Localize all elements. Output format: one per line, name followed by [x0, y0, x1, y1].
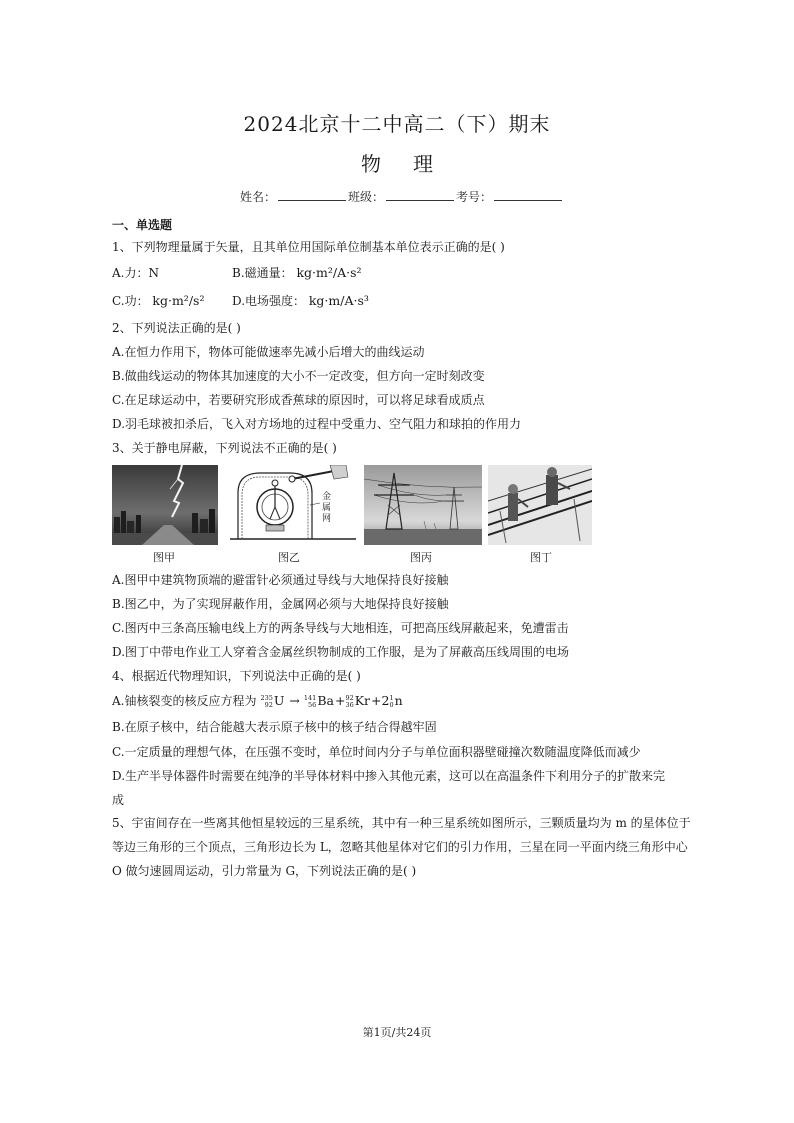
q1-option-d-formula: kg·m/A·s³ [308, 293, 369, 308]
exam-no-label: 考号： [456, 190, 493, 204]
q3-option-a: A.图甲中建筑物顶端的避雷针必须通过导线与大地保持良好接触 [112, 573, 449, 587]
q1-option-b: B.磁通量： kg·m²/A·s² [232, 265, 362, 280]
q5-stem: 5、宇宙间存在一些离其他恒星较远的三星系统，其中有一种三星系统如图所示，三颗质量均为 m 的星体位于等边三角形的三个顶点，三角形边长为 L，忽略其他星体对它们的引力作用，三星在同一平面内绕三角形中心 O 做匀速圆周运动，引力常量为 G，下列说法正确的是( ) [112, 816, 691, 878]
page-footer: 第1页/共24页 [362, 1026, 432, 1039]
q2-option-d: D.羽毛球被扣杀后，飞入对方场地的过程中受重力、空气阻力和球拍的作用力 [112, 417, 522, 431]
class-label: 班级： [348, 190, 385, 204]
q3-option-d: D.图丁中带电作业工人穿着含金属丝织物制成的工作服，是为了屏蔽高压线周围的电场 [112, 645, 570, 659]
lightning-city-photo-icon [112, 465, 218, 545]
exam-no-blank [494, 188, 562, 201]
student-info-line [240, 188, 564, 205]
q4-option-b: B.在原子核中，结合能越大表示原子核中的核子结合得越牢固 [112, 720, 437, 734]
q2-option-a: A.在恒力作用下，物体可能做速率先减小后增大的曲线运动 [112, 345, 425, 359]
q4-stem: 4、根据近代物理知识，下列说法中正确的是( ) [112, 669, 361, 683]
q3-figures [112, 465, 602, 545]
q4-option-c: C.一定质量的理想气体，在压强不变时，单位时间内分子与单位面积器壁碰撞次数随温度降低而减少 [112, 745, 641, 759]
fission-equation: 235 92 U → 141 56 Ba+ 92 36 Kr+2 1 0 n [260, 693, 403, 709]
q4-option-a: A.铀核裂变的核反应方程为 235 92 U → 141 56 Ba+ 92 36 Kr+2 1 0 n [112, 693, 403, 709]
metal-mesh-label-char1: 金 [322, 492, 332, 502]
q3-stem: 3、关于静电屏蔽，下列说法不正确的是( ) [112, 441, 337, 455]
q3-figure2-caption: 图乙 [278, 551, 300, 564]
q2-option-c: C.在足球运动中，若要研究形成香蕉球的原因时，可以将足球看成质点 [112, 393, 485, 407]
q3-figure1-caption: 图甲 [153, 551, 175, 564]
q2-option-b: B.做曲线运动的物体其加速度的大小不一定改变，但方向一定时刻改变 [112, 369, 485, 383]
q1-option-a: A.力：N [112, 266, 159, 280]
q2-stem: 2、下列说法正确的是( ) [112, 321, 241, 335]
q3-option-c: C.图丙中三条高压输电线上方的两条导线与大地相连，可把高压线屏蔽起来，免遭雷击 [112, 621, 569, 635]
q1-stem: 1、下列物理量属于矢量，且其单位用国际单位制基本单位表示正确的是( ) [112, 240, 505, 254]
metal-mesh-diagram-icon [230, 465, 360, 545]
q3-figure4-caption: 图丁 [530, 551, 552, 564]
transmission-tower-photo-icon [364, 465, 482, 545]
metal-mesh-label-char2: 属 [322, 503, 332, 513]
q4-option-d-line2: 成 [112, 793, 125, 807]
q1-option-c: C.功： kg·m²/s² [112, 293, 205, 308]
class-blank [386, 188, 454, 201]
q1-option-d: D.电场强度： kg·m/A·s³ [232, 293, 369, 308]
metal-mesh-label-char3: 网 [322, 514, 332, 524]
q1-option-c-formula: kg·m²/s² [152, 293, 205, 308]
name-label: 姓名： [240, 190, 277, 204]
q4-option-d-line1: D.生产半导体器件时需要在纯净的半导体材料中掺入其他元素，这可以在高温条件下利用分子的扩散来完 [112, 769, 666, 783]
lineman-photo-icon [488, 465, 592, 545]
section-heading: 一、单选题 [112, 218, 173, 232]
q3-option-b: B.图乙中，为了实现屏蔽作用，金属网必须与大地保持良好接触 [112, 597, 449, 611]
name-blank [278, 188, 346, 201]
q3-figure3-caption: 图丙 [410, 551, 432, 564]
subject-title: 物理 [361, 152, 465, 176]
q1-option-b-formula: kg·m²/A·s² [296, 265, 362, 280]
exam-title: 2024北京十二中高二（下）期末 [243, 112, 551, 136]
